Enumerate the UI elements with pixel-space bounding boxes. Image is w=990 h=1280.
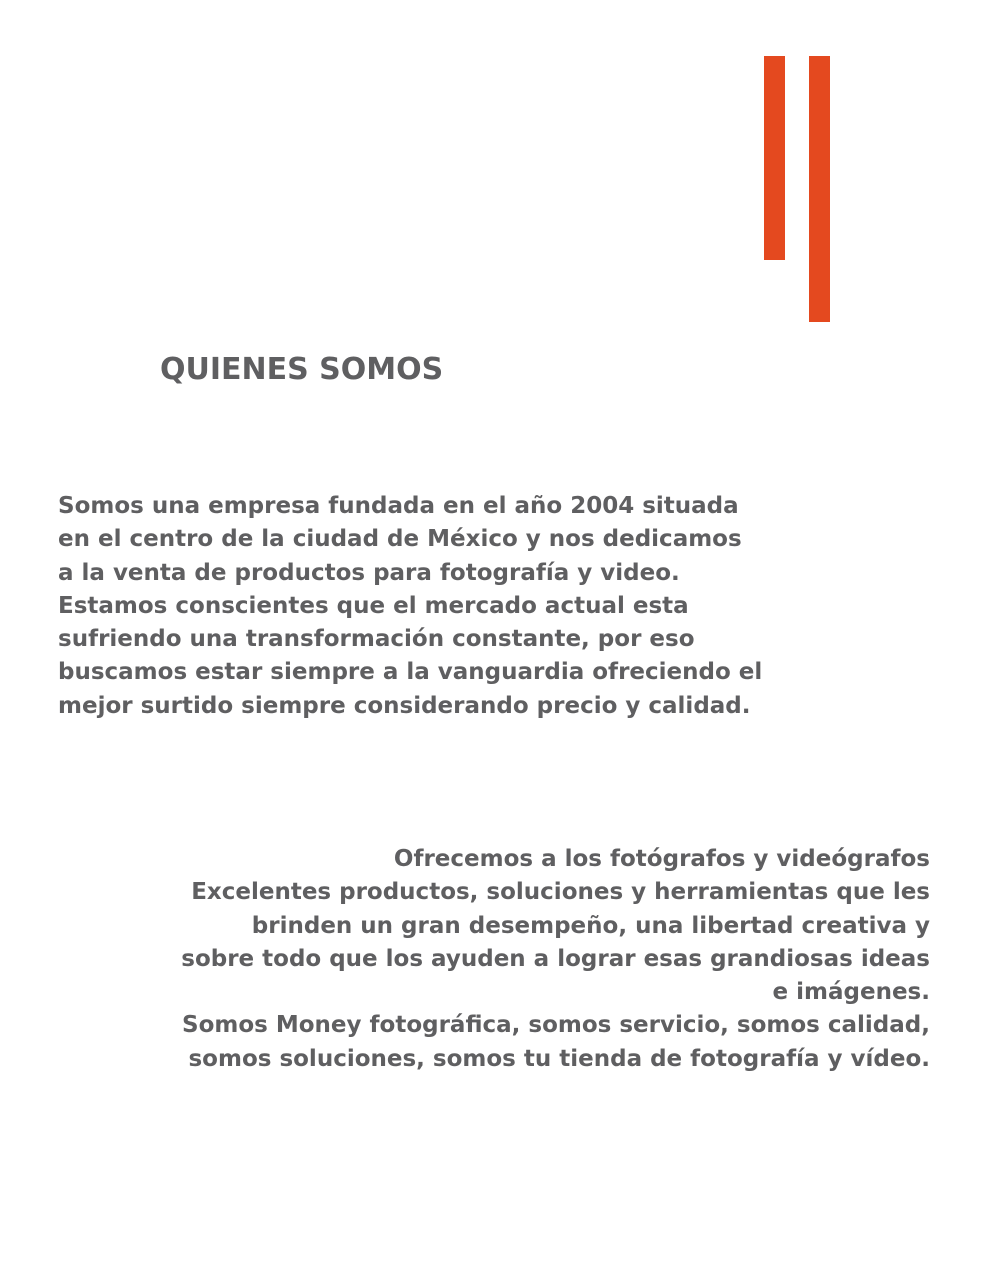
intro-line: Somos una empresa fundada en el año 2004 situada	[58, 493, 739, 519]
intro-line: en el centro de la ciudad de México y nos dedicamos	[58, 526, 742, 553]
offer-paragraph	[120, 843, 930, 1076]
intro-line: sufriendo una transformación constante, por eso	[58, 626, 695, 653]
intro-line: a la venta de productos para fotografía y video.	[58, 559, 680, 586]
intro-line: Estamos conscientes que el mercado actual esta	[58, 592, 689, 619]
intro-line: buscamos estar siempre a la vanguardia ofreciendo el	[58, 659, 763, 686]
offer-line: somos soluciones, somos tu tienda de fotografía y vídeo.	[188, 1045, 930, 1072]
offer-line: sobre todo que los ayuden a lograr esas grandiosas ideas	[181, 945, 930, 972]
intro-paragraph	[58, 490, 818, 723]
offer-line: Somos Money fotográfica, somos servicio, somos calidad,	[182, 1012, 930, 1039]
intro-line: mejor surtido siempre considerando precio y calidad.	[58, 692, 751, 719]
offer-line: Ofrecemos a los fotógrafos y videógrafos	[393, 846, 930, 872]
decorative-bar-long	[809, 56, 830, 322]
page-title: QUIENES SOMOS	[160, 352, 444, 387]
offer-line: brinden un gran desempeño, una libertad creativa y	[251, 912, 930, 939]
decorative-bar-short	[764, 56, 785, 260]
offer-line: e imágenes.	[772, 979, 930, 1006]
offer-line: Excelentes productos, soluciones y herramientas que les	[191, 879, 930, 906]
